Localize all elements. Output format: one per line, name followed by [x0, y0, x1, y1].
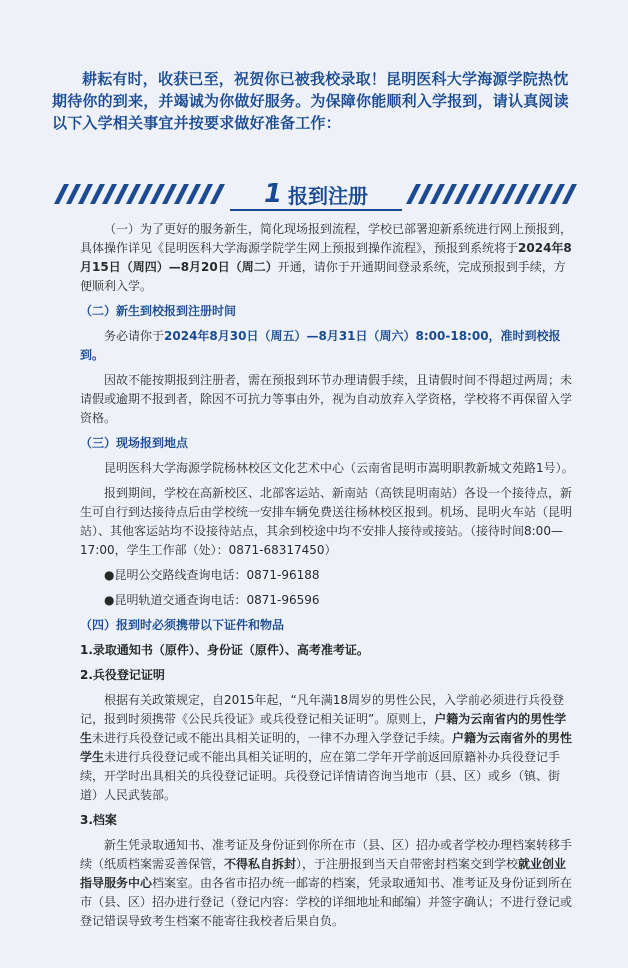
prereg-dates: 2024年8月15日（周四）—8月20日（周二） [80, 241, 572, 274]
text: 未进行兵役登记或不能出具相关证明的，一律不办理入学登记手续。 [92, 731, 453, 745]
paragraph-online-prereg [80, 220, 576, 296]
paragraph-reception: 报到期间，学校在高新校区、北部客运站、新南站（高铁昆明南站）各设一个接待点，新生可自行到达接待点后由学校统一安排车辆免费送往杨林校区报到。机场、昆明火车站（昆明站）、其他客运站均不设接待站点，其余到校途中均不安排人接待或接站。（接待时间8:00—17:00，学生工作部（处）：0871-68317450） [80, 486, 573, 557]
text: 根据有关政策规定，自2015年起，“凡年满18周岁的男性公民，入学前必须进行兵役登记，报到时须携带《公民兵役证》或兵役登记相关证明”。原则上， [80, 693, 565, 726]
paragraph-military [80, 691, 576, 805]
content-body [80, 220, 576, 937]
heading-documents: （四）报到时必须携带以下证件和物品 [80, 618, 285, 632]
section-title [52, 176, 580, 212]
item-military-registration: 2.兵役登记证明 [80, 668, 165, 682]
section-banner [52, 176, 580, 212]
item-admission-docs: 1.录取通知书（原件）、身份证（原件）、高考准考证。 [80, 643, 369, 657]
metro-hotline: ●昆明轨道交通查询电话：0871-96596 [104, 593, 320, 607]
heading-registration-time: （二）新生到校报到注册时间 [80, 304, 237, 318]
emphasis: 就业创业指导服务中心 [80, 857, 567, 890]
bus-hotline: ●昆明公交路线查询电话：0871-96188 [104, 568, 320, 582]
emphasis: 户籍为云南省内的男性学生 [80, 712, 567, 745]
intro-paragraph: 耕耘有时，收获已至，祝贺你已被我校录取！昆明医科大学海源学院热忱期待你的到来，并竭诚为你做好服务。为保障你能顺利入学报到，请认真阅读以下入学相关事宜并按要求做好准备工作： [52, 70, 569, 132]
text: 开通，请你于开通期间登录系统，完成预报到手续，方便顺利入学。 [80, 260, 566, 293]
text: ），于注册报到当天自带密封档案交到学校 [296, 857, 519, 871]
text: 档案室。由各省市招办统一邮寄的档案，凭录取通知书、准考证及身份证到所在市（县、区）招办进行登记（登记内容：学校的详细地址和邮编）并签字确认；不进行登记或登记错误导致考生档案不能寄往我校者后果自负。 [80, 876, 573, 928]
text: 新生凭录取通知书、准考证及身份证到你所在市（县、区）招办或者学校办理档案转移手续（纸质档案需妥善保管， [80, 838, 573, 871]
text: 未进行兵役登记或不能出具相关证明的，应在第二学年开学前返回原籍补办兵役登记手续，开学时出具相关的兵役登记证明。兵役登记详情请咨询当地市（县、区）或乡（镇、街道）人民武装部。 [80, 750, 561, 802]
section-number: 1 [263, 179, 283, 209]
section-title-text: 报到注册 [288, 183, 369, 208]
paragraph-registration-time [80, 327, 576, 365]
heading-location: （三）现场报到地点 [80, 436, 189, 450]
registration-dates: 2024年8月30日（周五）—8月31日（周六）8:00-18:00，准时到校报到。 [80, 329, 561, 362]
paragraph-address: 昆明医科大学海源学院杨林校区文化艺术中心（云南省昆明市嵩明职教新城文苑路1号）。 [104, 461, 574, 475]
text: 务必请你于 [104, 329, 165, 343]
emphasis: 不得私自拆封 [224, 857, 297, 871]
text: （一）为了更好的服务新生，简化现场报到流程，学校已部署迎新系统进行网上预报到，具体操作详见《昆明医科大学海源学院学生网上预报到操作流程》，预报到系统将于 [80, 222, 573, 255]
emphasis: 户籍为云南省外的男性学生 [80, 731, 573, 764]
item-archive: 3.档案 [80, 813, 117, 827]
paragraph-leave-policy: 因故不能按期报到注册者，需在预报到环节办理请假手续，且请假时间不得超过两周；未请假或逾期不报到者，除因不可抗力等事由外，视为自动放弃入学资格，学校将不再保留入学资格。 [80, 373, 573, 425]
paragraph-archive [80, 836, 576, 931]
